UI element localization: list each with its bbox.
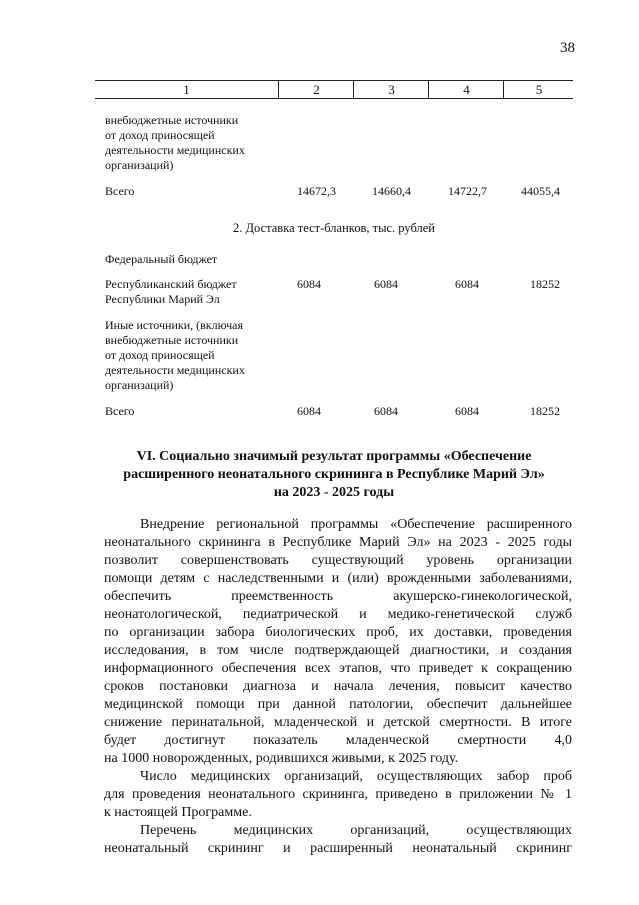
table-row-label: внебюджетные источники от доход приносящей деятельности медицинских организаций) — [105, 113, 245, 172]
body-paragraph: Число медицинских организаций, осуществляющих забор проб для проведения неонатального скрининга, приведено в приложении № 1 к настоящей Программе. — [104, 769, 572, 820]
table-cell: 44055,4 — [521, 184, 560, 198]
table-cell: 18252 — [530, 404, 560, 418]
column-header-5: 5 — [503, 81, 574, 98]
table-row-label: Иные источники, (включая внебюджетные источники от доход приносящей деятельности медицинских организаций) — [105, 318, 245, 392]
table-row-label: Федеральный бюджет — [105, 252, 218, 266]
table-cell: 6084 — [297, 404, 321, 418]
table-cell: 14660,4 — [372, 184, 411, 198]
body-paragraph: Перечень медицинских организаций, осуществляющих неонатальный скрининг и расширенный неонатальный скрининг — [104, 823, 572, 856]
table-cell: 6084 — [297, 277, 321, 291]
page-number: 38 — [560, 40, 575, 56]
column-header-2: 2 — [278, 81, 354, 98]
column-header-3: 3 — [353, 81, 429, 98]
section-title: VI. Социально значимый результат программы «Обеспечение расширенного неонатального скрининга в Республике Марий Эл» на 2023 - 2025 годы — [123, 449, 545, 500]
table-column-header-row — [95, 80, 573, 99]
table-subheading: 2. Доставка тест-бланков, тыс. рублей — [233, 221, 435, 235]
column-header-1: 1 — [183, 82, 190, 97]
table-cell: 6084 — [455, 404, 479, 418]
table-cell: 6084 — [455, 277, 479, 291]
column-header-4: 4 — [428, 81, 504, 98]
table-row-label: Республиканский бюджет Республики Марий Эл — [105, 277, 237, 306]
table-row-label: Всего — [105, 404, 135, 418]
body-paragraph: Внедрение региональной программы «Обеспечение расширенного неонатального скрининга в Республике Марий Эл» на 2023 - 2025 годы позволит совершенствовать существующий уровень организации помощи детям с наследственными и (или) врожденными заболеваниями, обеспечить преемственность акушерско-гинекологической, неонатологической, педиатрической и медико-генетической служб по организации забора биологических проб, их доставки, проведения исследования, в том числе подтверждающей диагностики, и создания информационного обеспечения всех этапов, что приведет к сокращению сроков постановки диагноза и начала лечения, повысит качество медицинской помощи при данной патологии, обеспечит дальнейшее снижение перинатальной, младенческой и детской смертности. В итоге будет достигнут показатель младенческой смертности 4,0 на 1000 новорожденных, родившихся живыми, к 2025 году. — [104, 517, 572, 766]
table-cell: 18252 — [530, 277, 560, 291]
table-cell: 14672,3 — [297, 184, 336, 198]
table-cell: 14722,7 — [448, 184, 487, 198]
table-cell: 6084 — [374, 277, 398, 291]
table-cell: 6084 — [374, 404, 398, 418]
table-row-label: Всего — [105, 184, 135, 198]
